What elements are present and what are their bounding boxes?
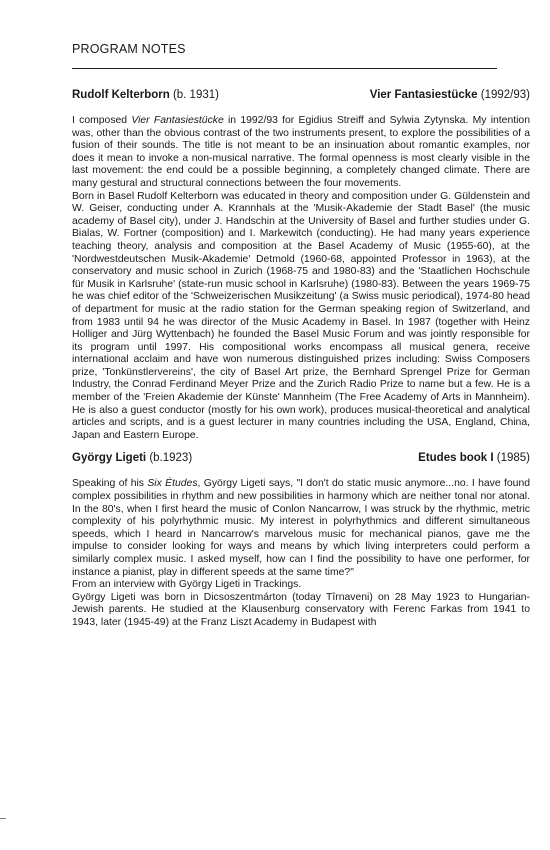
composer-name: György Ligeti (72, 452, 147, 465)
work-title-italic: Six Études (147, 478, 198, 490)
ligeti-paragraph-quote: Speaking of his Six Études, György Ligeti says, "I don't do static music anymore...no. I have found complex possibilities in rhythm and new possibilities in harmony which are neither tonal nor atonal. In the 80's, when I first heard the music of Conlon Nancarrow, I was struck by the rhythmic, metric complexity of his polyrhythmic music. My interest in polyrhythmics and different simultaneous speeds, which I heard in Nancarrow's marvelous music for mechanical pianos, gave me the impulse to consider looking for ways and means by which living interpreters could perform a similarly complex music. I asked myself, how can I find the possibility to have one performer, for instance a pianist, play in different speeds at the same time?" (72, 478, 531, 578)
work-title: Etudes book I (418, 452, 494, 465)
work-year: (1992/93) (477, 89, 530, 101)
work-title-italic: Vier Fantasiestücke (131, 115, 224, 126)
margin-mark (0, 818, 6, 819)
ligeti-heading-row (72, 452, 530, 464)
work-heading (418, 452, 530, 464)
work-heading (370, 89, 530, 101)
program-notes-page (72, 0, 530, 630)
ligeti-paragraph-bio: György Ligeti was born in Dicsoszentmárton (today Tîrnaveni) on 28 May 1923 to Hungarian-Jewish parents. He studied at the Klausenburg conservatory with Ferenc Farkas from 1941 to 1943, later (1945-49) at the Franz Liszt Academy in Budapest with (72, 591, 530, 628)
work-year: (1985) (493, 452, 530, 465)
composer-dates: (b.1923) (146, 452, 193, 465)
page-header-title: PROGRAM NOTES (72, 42, 186, 56)
kelterborn-heading-row (72, 89, 530, 101)
composer-name: Rudolf Kelterborn (72, 89, 170, 101)
header-divider (72, 68, 497, 69)
ligeti-notes (72, 478, 530, 629)
work-title: Vier Fantasiestücke (369, 89, 478, 101)
kelterborn-paragraph-work: I composed Vier Fantasiestücke in 1992/93 for Egidius Streiff and Sylwia Zytynska. My intention was, other than the obvious contrast of the two instruments present, to explore the possibilities of a fusion of their sounds. The title is not meant to be an insinuation about romantic examples, nor does it mean to invoke a non-musical narrative. The formal openness is most clearly visible in the last movement: the end could be a possible beginning, a completely changed climate. There are many gestural and structural connections between the four movements. (72, 115, 530, 189)
composer-dates: (b. 1931) (169, 89, 219, 101)
composer-heading (72, 89, 219, 101)
composer-heading (72, 452, 192, 464)
ligeti-paragraph-source: From an interview with György Ligeti in Trackings. (72, 579, 302, 591)
kelterborn-notes (72, 115, 530, 442)
kelterborn-paragraph-bio: Born in Basel Rudolf Kelterborn was educated in theory and composition under G. Güldenstein and W. Geiser, conducting under A. Krannhals at the 'Musik-Akademie der Stadt Basel' (the music academy of Basel city), under J. Handschin at the University of Basel and further studies under G. Bialas, W. Fortner (composition) and I. Markewitch (conducting). He had many years experience teaching theory, analysis and composition at the Basel Academy of Music (1955-60), at the 'Nordwestdeutschen Musik-Akademie' Detmold (1960-68, appointed Professor in 1963), at the conservatory and music school in Zurich (1968-75 and 1980-83) and the 'Staatlichen Hochschule für Musik in Karlsruhe' (state-run music school in Karlsruhe) (1980-83). Between the years 1969-75 he was chief editor of the 'Schweizerischen Musikzeitung' (a Swiss music periodical), 1974-80 head of department for music at the radio station for the German speaking region of Switzerland, and from 1983 until 94 he was director of the Music Academy in Basel. In 1987 (together with Heinz Holliger and Jürg Wyttenbach) he founded the Basel Music Forum and was jointly responsible for its program until 1997. His compositional works encompass all musical genera, receive international acclaim and have won numerous distinguished prizes including: Swiss Composers prize, 'Tonkünstlervereins', the city of Basel Art prize, the Bernhard Sprengel Prize for German Industry, the Conrad Ferdinand Meyer Prize and the Zurich Radio Prize to name but a few. He is a member of the 'Freien Akademie der Künste' Mannheim (The Free Academy of Arts in Mannheim). He is also a guest conductor (mostly for his own work), produces musical-theoretical and analytical articles and scripts, and is a guest lecturer in many countries including the USA, England, China, Japan and Eastern Europe. (72, 190, 530, 441)
